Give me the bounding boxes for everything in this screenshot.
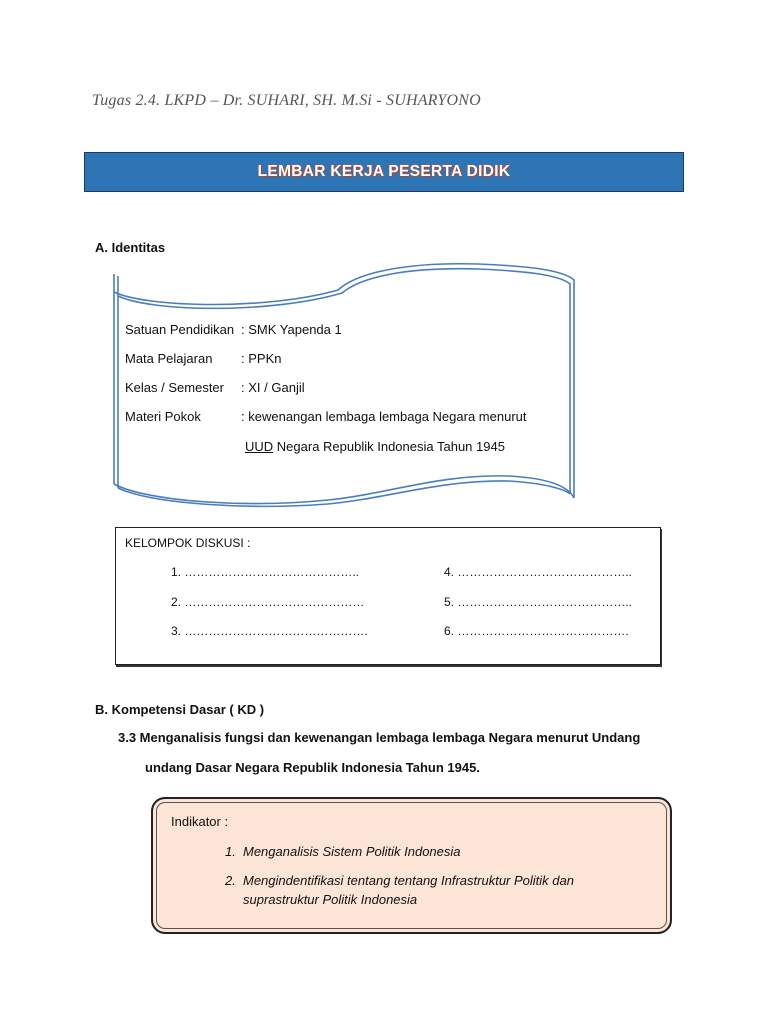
identity-sep: : [241,351,245,366]
identity-sep: : [241,322,245,337]
identity-materi-continuation [245,439,505,454]
discussion-group-title: KELOMPOK DISKUSI : [125,536,251,550]
indicator-number: 2. [225,873,236,888]
materi-continuation-text: Negara Republik Indonesia Tahun 1945 [273,439,505,454]
identity-label: Kelas / Semester [125,380,224,395]
identity-value: SMK Yapenda 1 [248,322,342,337]
identity-row-satuan [125,322,342,337]
worksheet-banner [84,152,684,192]
indicator-box [151,797,672,934]
identity-sep: : [241,380,245,395]
identity-row-kelas [125,380,305,395]
indicator-item-2-line1: Mengindentifikasi tentang tentang Infrastruktur Politik dan [243,873,574,888]
section-b-heading: B. Kompetensi Dasar ( KD ) [95,702,265,717]
identity-value: PPKn [248,351,282,366]
identity-value: XI / Ganjil [248,380,305,395]
group-member-slot-3: 3. ………………………………………. [171,624,368,638]
discussion-group-box [115,527,661,665]
identity-row-materi [125,409,527,424]
document-title: Tugas 2.4. LKPD – Dr. SUHARI, SH. M.Si - SUHARYONO [92,92,481,109]
identity-label: Mata Pelajaran [125,351,213,366]
group-member-slot-6: 6. ……………………………………. [444,624,629,638]
indicator-item-1: Menganalisis Sistem Politik Indonesia [243,844,461,859]
kd-statement-line1: 3.3 Menganalisis fungsi dan kewenangan lembaga lembaga Negara menurut Undang [118,730,641,745]
identity-value: kewenangan lembaga lembaga Negara menurut [248,409,527,424]
identity-label: Materi Pokok [125,409,201,424]
indicator-title: Indikator : [171,814,229,829]
indicator-item-2-line2: suprastruktur Politik Indonesia [243,892,418,907]
group-member-slot-1: 1. …………………………………….. [171,565,360,579]
group-member-slot-4: 4. …………………………………….. [444,565,633,579]
banner-label: LEMBAR KERJA PESERTA DIDIK [257,163,511,180]
identity-sep: : [241,409,245,424]
kd-statement-line2: undang Dasar Negara Republik Indonesia Tahun 1945. [145,760,480,775]
group-member-slot-2: 2. ……………………………………… [171,595,365,609]
section-a-heading: A. Identitas [95,240,166,255]
identity-label: Satuan Pendidikan [125,322,235,337]
uud-abbrev: UUD [245,439,274,454]
identity-row-mapel [125,351,282,366]
group-member-slot-5: 5. …………………………………….. [444,595,633,609]
indicator-number: 1. [225,844,236,859]
